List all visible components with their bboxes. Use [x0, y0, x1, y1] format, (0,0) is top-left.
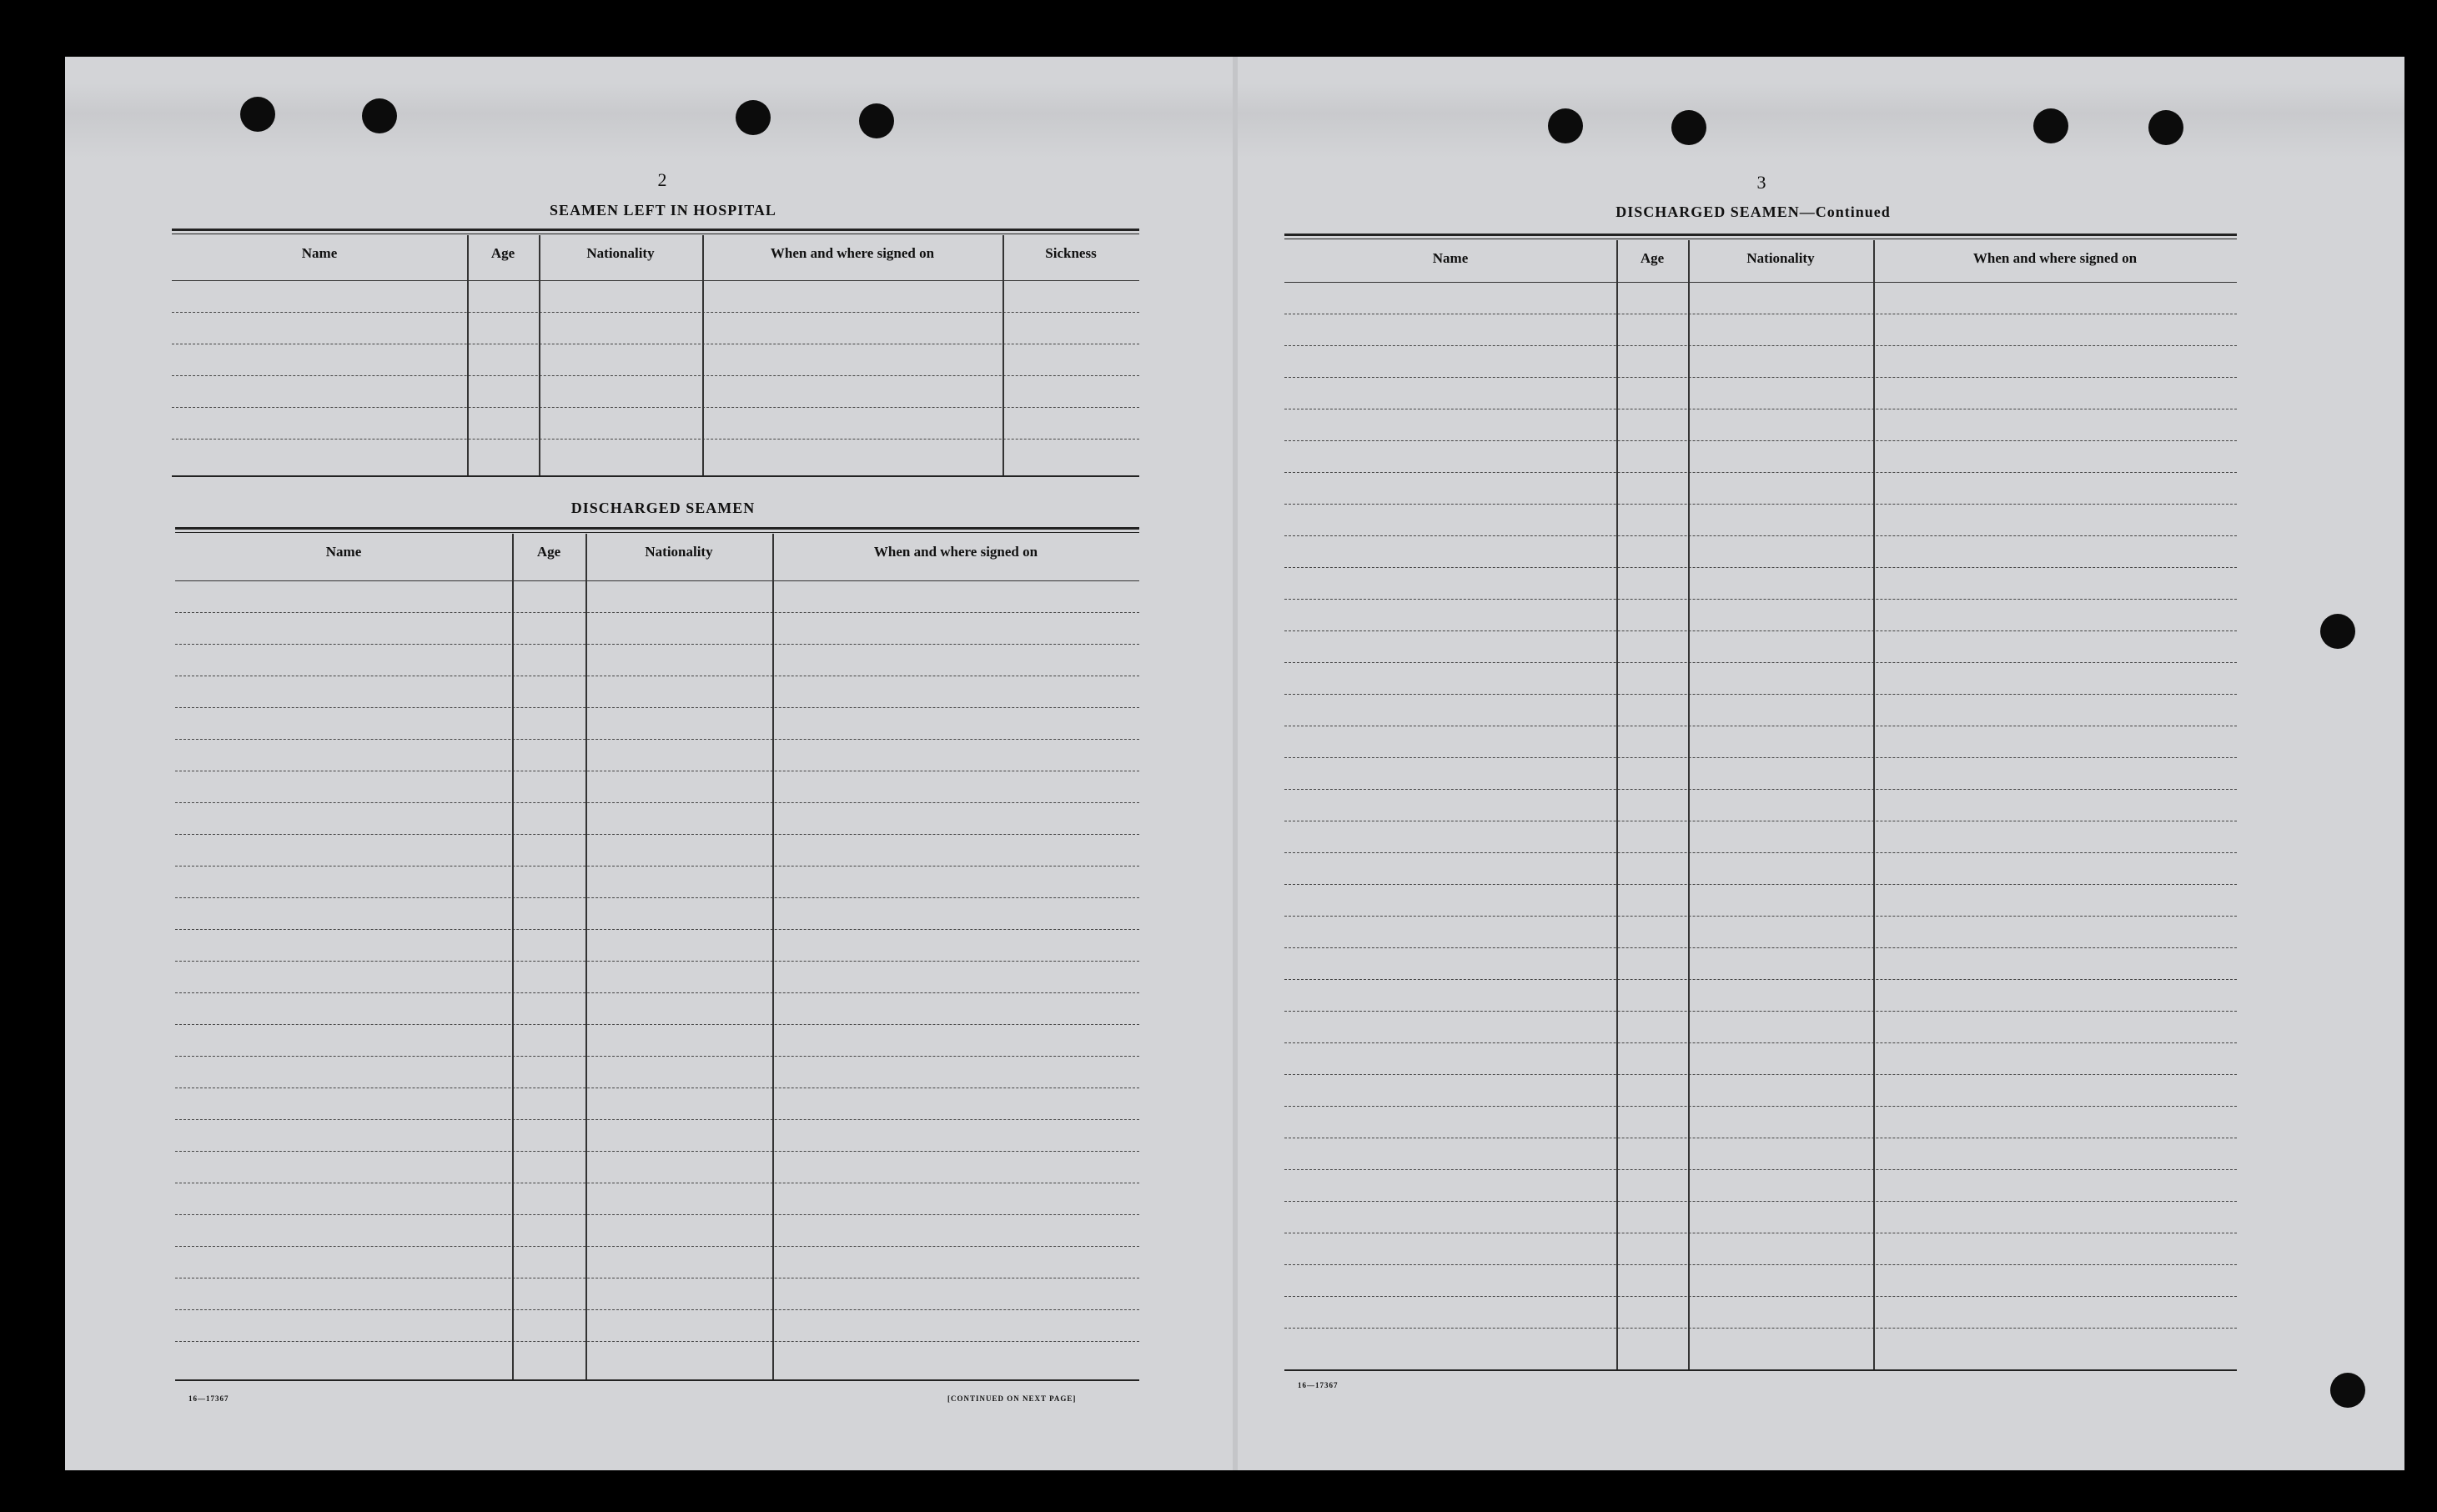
section-title: SEAMEN LEFT IN HOSPITAL: [550, 202, 776, 219]
page-number: 2: [657, 169, 667, 190]
column-header-name: Name: [1432, 250, 1469, 266]
form-number: 16—17367: [1298, 1381, 1339, 1389]
punch-hole: [2330, 1373, 2365, 1408]
column-header-signed-on: When and where signed on: [770, 245, 935, 261]
column-header-nationality: Nationality: [1746, 250, 1815, 266]
punch-hole: [1548, 108, 1583, 143]
discharged-table: [175, 527, 1139, 1386]
punch-hole: [1671, 110, 1706, 145]
punch-hole: [362, 98, 397, 133]
punch-hole: [736, 100, 771, 135]
section-title: DISCHARGED SEAMEN—Continued: [1615, 203, 1891, 220]
section-title: DISCHARGED SEAMEN: [570, 500, 756, 516]
column-header-sickness: Sickness: [1045, 245, 1097, 261]
column-header-signed-on: When and where signed on: [873, 544, 1038, 560]
page-fold: [1233, 57, 1238, 1470]
punch-hole: [240, 97, 275, 132]
punch-hole: [2320, 614, 2355, 649]
column-header-age: Age: [1640, 250, 1665, 266]
column-header-nationality: Nationality: [645, 544, 713, 560]
column-header-age: Age: [536, 544, 561, 560]
hospital-table: [172, 229, 1139, 482]
column-header-nationality: Nationality: [586, 245, 655, 261]
column-header-signed-on: When and where signed on: [1972, 250, 2138, 266]
punch-hole: [2148, 110, 2183, 145]
column-header-age: Age: [490, 245, 515, 261]
page-number: 3: [1756, 172, 1766, 193]
column-header-name: Name: [325, 544, 362, 560]
punch-hole: [2033, 108, 2068, 143]
punch-hole: [859, 103, 894, 138]
column-header-name: Name: [301, 245, 338, 261]
discharged-continued-table: [1284, 234, 2237, 1376]
form-number: 16—17367: [188, 1394, 229, 1403]
continued-note: [CONTINUED ON NEXT PAGE]: [947, 1394, 1077, 1403]
